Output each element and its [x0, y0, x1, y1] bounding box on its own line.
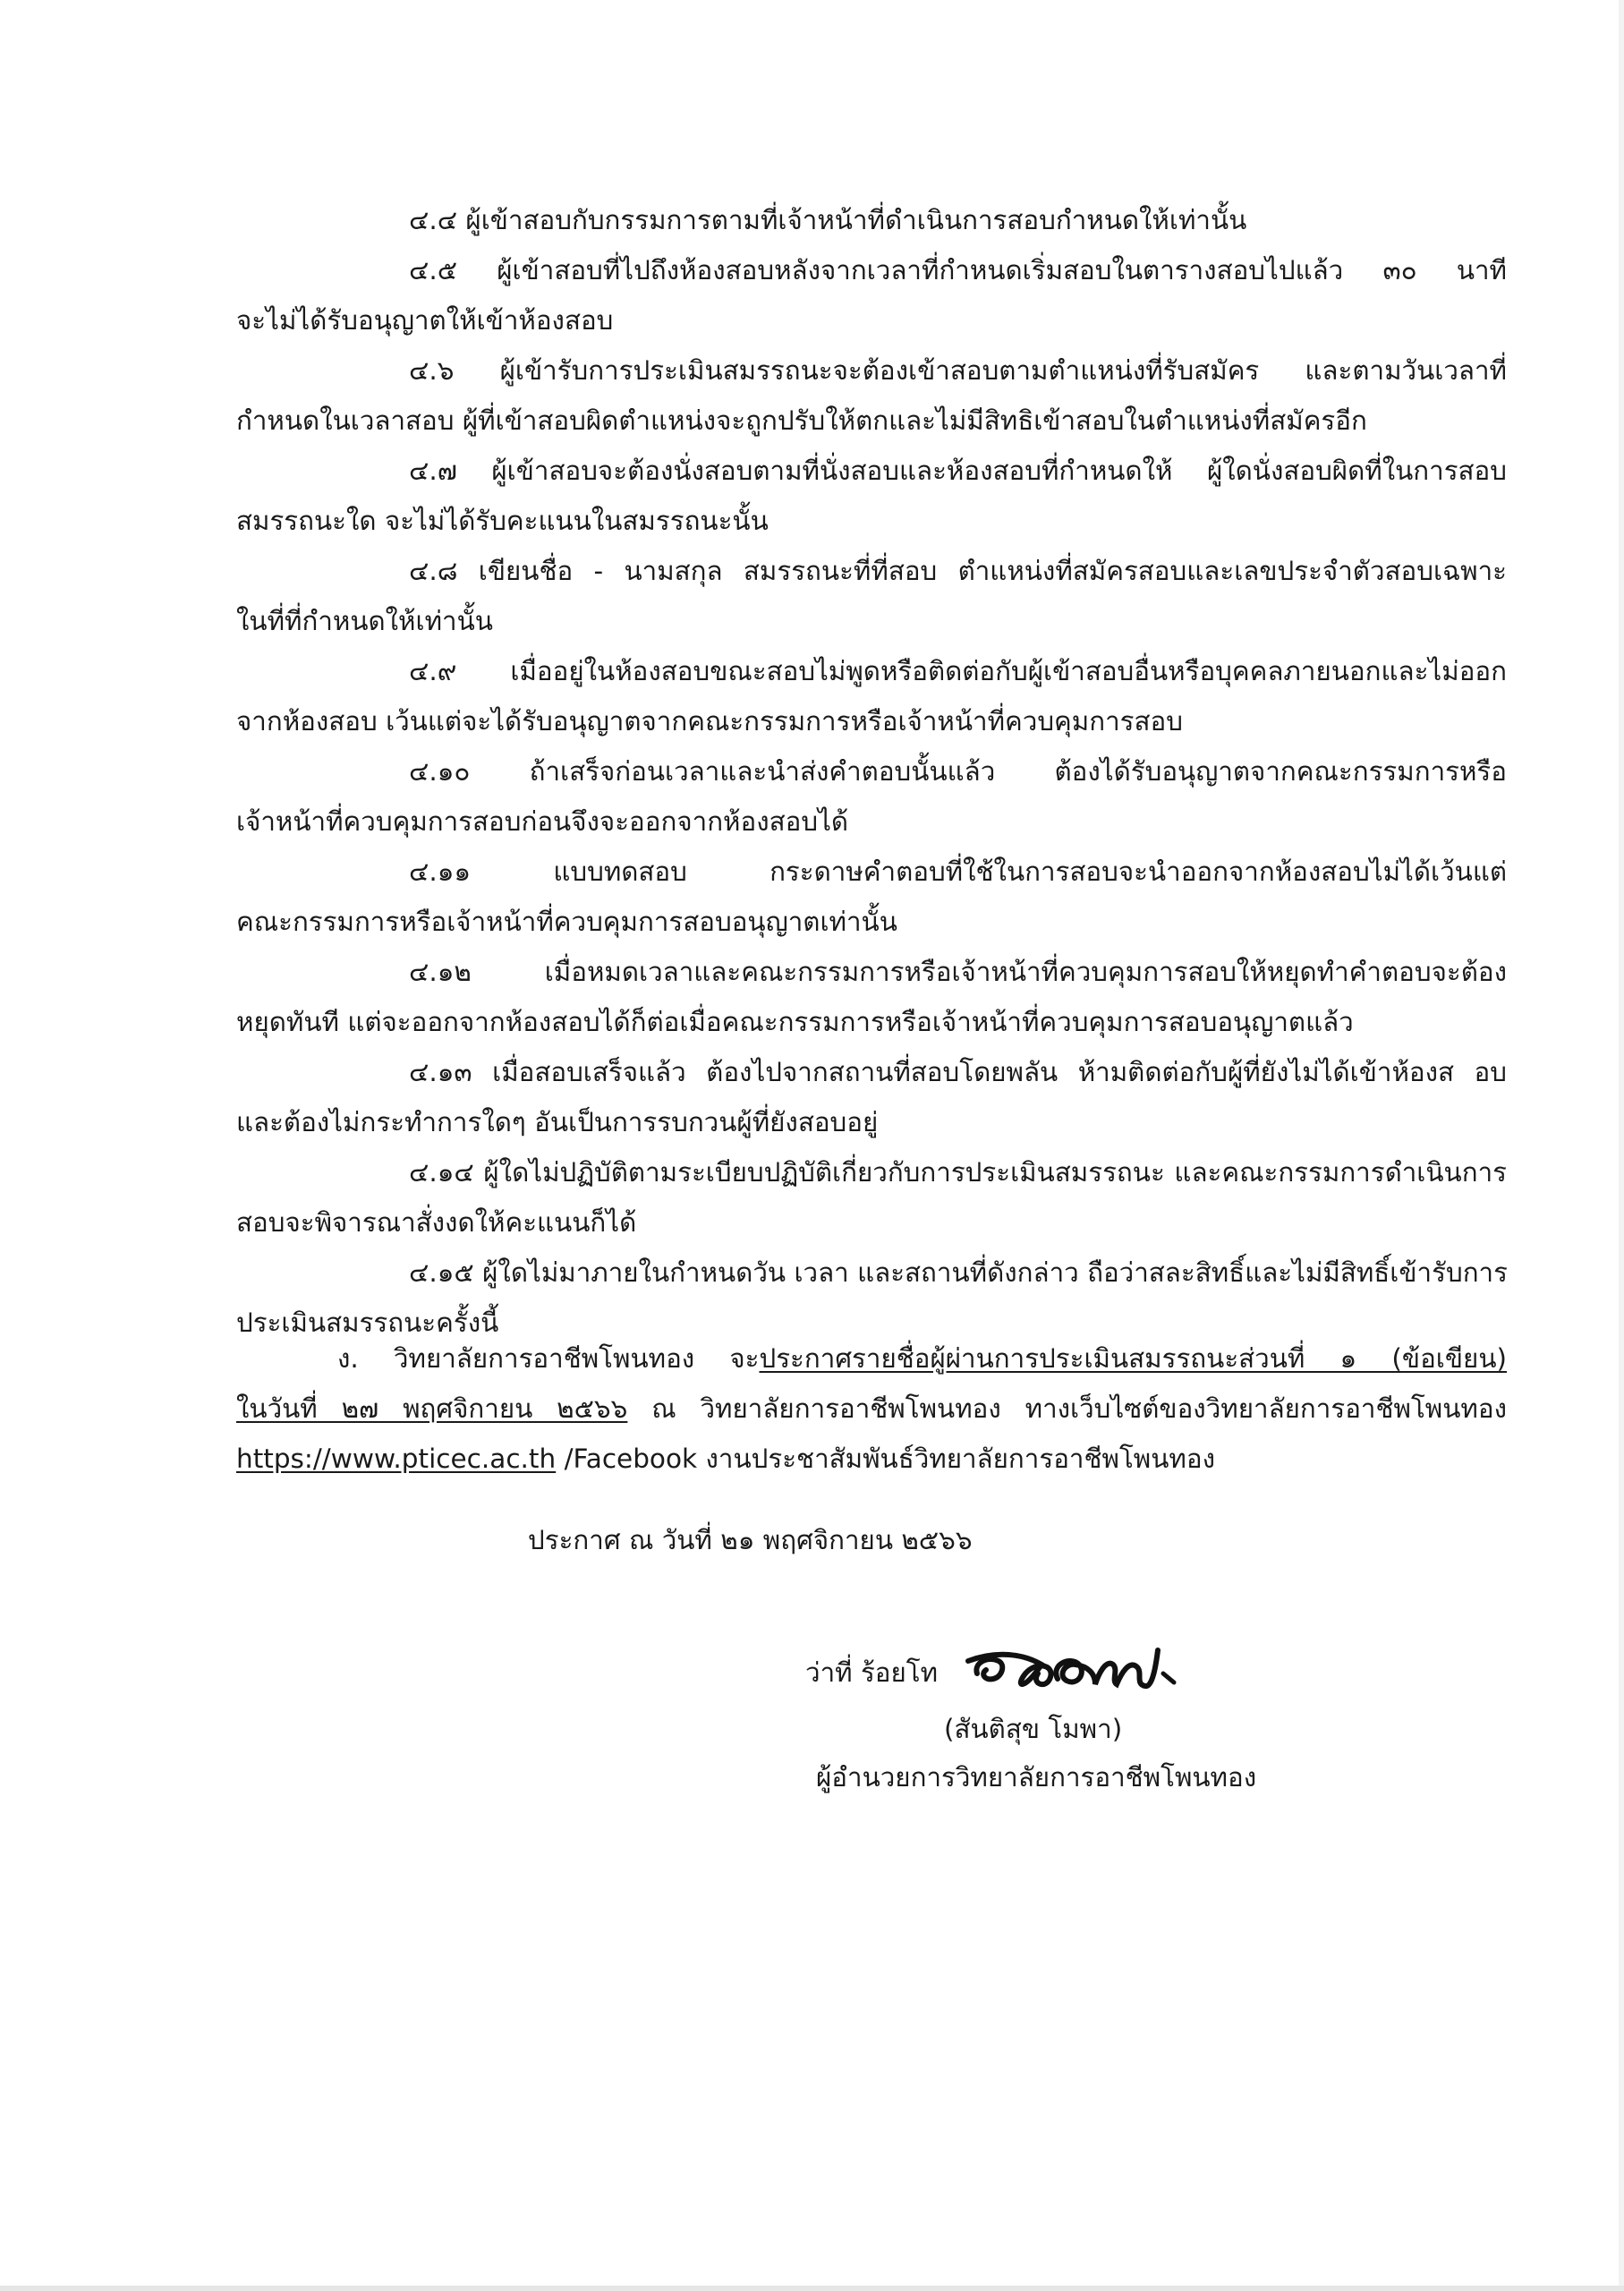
- rule-first-line: ๔.๖ ผู้เข้ารับการประเมินสมรรถนะจะต้องเข้าสอบตามตำแหน่งที่รับสมัคร และตามวันเวลาที่: [409, 355, 1507, 386]
- announcement-underlined-2: ในวันที่ ๒๗ พฤศจิกายน ๒๕๖๖: [236, 1393, 628, 1424]
- announcement-underlined-1: ประกาศรายชื่อผู้ผ่านการประเมินสมรรถนะส่วนที่ ๑ (ข้อเขียน): [759, 1343, 1507, 1374]
- rule-4-7: [236, 446, 1507, 546]
- rule-4-13: [236, 1047, 1507, 1147]
- rule-first-line: ๔.๗ ผู้เข้าสอบจะต้องนั่งสอบตามที่นั่งสอบและห้องสอบที่กำหนดให้ ผู้ใดนั่งสอบผิดที่ในการสอบ: [409, 456, 1507, 486]
- announcement-rest-2: ณ วิทยาลัยการอาชีพโพนทอง ทางเว็บไซต์ของวิทยาลัยการอาชีพโพนทอง: [627, 1393, 1507, 1424]
- rule-continuation: หยุดทันที แต่จะออกจากห้องสอบได้ก็ต่อเมื่อคณะกรรมการหรือเจ้าหน้าที่ควบคุมการสอบอนุญาตแล้ว: [236, 1007, 1354, 1037]
- announcement-paragraph: [236, 1333, 1507, 1484]
- page-edge: [1619, 0, 1624, 2291]
- rule-first-line: ๔.๑๑ แบบทดสอบ กระดาษคำตอบที่ใช้ในการสอบจะนำออกจากห้องสอบไม่ได้เว้นแต่: [409, 856, 1507, 887]
- rule-continuation: ประเมินสมรรถนะครั้งนี้: [236, 1307, 499, 1338]
- rule-4-8: [236, 546, 1507, 646]
- rule-first-line: ๔.๙ เมื่ออยู่ในห้องสอบขณะสอบไม่พูดหรือติดต่อกับผู้เข้าสอบอื่นหรือบุคคลภายนอกและไม่ออก: [409, 656, 1507, 686]
- rule-4-12: [236, 947, 1507, 1047]
- rule-4-14: [236, 1147, 1507, 1248]
- announcement-line-3: [236, 1434, 1507, 1484]
- rule-continuation: เจ้าหน้าที่ควบคุมการสอบก่อนจึงจะออกจากห้องสอบได้: [236, 806, 849, 837]
- website-link[interactable]: https://www.pticec.ac.th: [236, 1444, 557, 1474]
- rule-4-6: [236, 345, 1507, 446]
- rule-continuation: จะไม่ได้รับอนุญาตให้เข้าห้องสอบ: [236, 305, 614, 336]
- announcement-rest-3: /Facebook งานประชาสัมพันธ์วิทยาลัยการอาชีพโพนทอง: [556, 1444, 1215, 1474]
- rule-continuation: สมรรถนะใด จะไม่ได้รับคะแนนในสมรรถนะนั้น: [236, 506, 769, 536]
- announcement-lead: ง. วิทยาลัยการอาชีพโพนทอง จะ: [337, 1343, 760, 1374]
- rule-4-9: [236, 646, 1507, 746]
- scan-bottom-edge: [0, 2286, 1624, 2291]
- rule-4-11: [236, 847, 1507, 947]
- rule-4-4: [236, 195, 1507, 245]
- rule-continuation: คณะกรรมการหรือเจ้าหน้าที่ควบคุมการสอบอนุญาตเท่านั้น: [236, 907, 897, 937]
- signature-block: [805, 1645, 1360, 1793]
- rule-continuation: จากห้องสอบ เว้นแต่จะได้รับอนุญาตจากคณะกรรมการหรือเจ้าหน้าที่ควบคุมการสอบ: [236, 706, 1183, 737]
- rule-4-10: [236, 746, 1507, 847]
- rule-continuation: กำหนดในเวลาสอบ ผู้ที่เข้าสอบผิดตำแหน่งจะถูกปรับให้ตกและไม่มีสิทธิเข้าสอบในตำแหน่งที่สมัครอีก: [236, 405, 1367, 436]
- signature-row: [805, 1645, 1360, 1700]
- rule-continuation: และต้องไม่กระทำการใดๆ อันเป็นการรบกวนผู้ที่ยังสอบอยู่: [236, 1107, 879, 1137]
- rule-first-line: ๔.๑๒ เมื่อหมดเวลาและคณะกรรมการหรือเจ้าหน้าที่ควบคุมการสอบให้หยุดทำคำตอบจะต้อง: [409, 957, 1507, 987]
- announcement-line-1: [236, 1333, 1507, 1384]
- rule-first-line: ๔.๕ ผู้เข้าสอบที่ไปถึงห้องสอบหลังจากเวลาที่กำหนดเริ่มสอบในตารางสอบไปแล้ว ๓๐ นาที: [409, 255, 1507, 285]
- rule-first-line: ๔.๑๐ ถ้าเสร็จก่อนเวลาและนำส่งคำตอบนั้นแล้ว ต้องได้รับอนุญาตจากคณะกรรมการหรือ: [409, 756, 1507, 787]
- rule-continuation: ในที่ที่กำหนดให้เท่านั้น: [236, 606, 493, 636]
- rule-first-line: ๔.๘ เขียนชื่อ - นามสกุล สมรรถนะที่ที่สอบ ตำแหน่งที่สมัครสอบและเลขประจำตัวสอบเฉพาะ: [409, 556, 1507, 586]
- signatory-position: ผู้อำนวยการวิทยาลัยการอาชีพโพนทอง: [816, 1762, 1257, 1793]
- rule-first-line: ๔.๑๓ เมื่อสอบเสร็จแล้ว ต้องไปจากสถานที่สอบโดยพลัน ห้ามติดต่อกับผู้ที่ยังไม่ได้เข้าห้องส อบ: [409, 1057, 1507, 1087]
- signatory-rank: ว่าที่ ร้อยโท: [805, 1657, 939, 1688]
- announcement-line-2: [236, 1384, 1507, 1434]
- rule-first-line: ๔.๑๔ ผู้ใดไม่ปฏิบัติตามระเบียบปฏิบัติเกี่ยวกับการประเมินสมรรถนะ และคณะกรรมการดำเนินการ: [409, 1157, 1507, 1188]
- rule-first-line: ๔.๔ ผู้เข้าสอบกับกรรมการตามที่เจ้าหน้าที่ดำเนินการสอบกำหนดให้เท่านั้น: [409, 205, 1247, 235]
- rule-first-line: ๔.๑๕ ผู้ใดไม่มาภายในกำหนดวัน เวลา และสถานที่ดังกล่าว ถือว่าสละสิทธิ์และไม่มีสิทธิ์เข้ารับการ: [409, 1257, 1508, 1288]
- signatory-name: (สันติสุข โมพา): [944, 1714, 1123, 1744]
- rule-continuation: สอบจะพิจารณาสั่งงดให้คะแนนก็ได้: [236, 1207, 637, 1238]
- rule-4-5: [236, 245, 1507, 345]
- handwritten-signature: [961, 1638, 1212, 1700]
- announcement-date: ประกาศ ณ วันที่ ๒๑ พฤศจิกายน ๒๕๖๖: [528, 1525, 973, 1555]
